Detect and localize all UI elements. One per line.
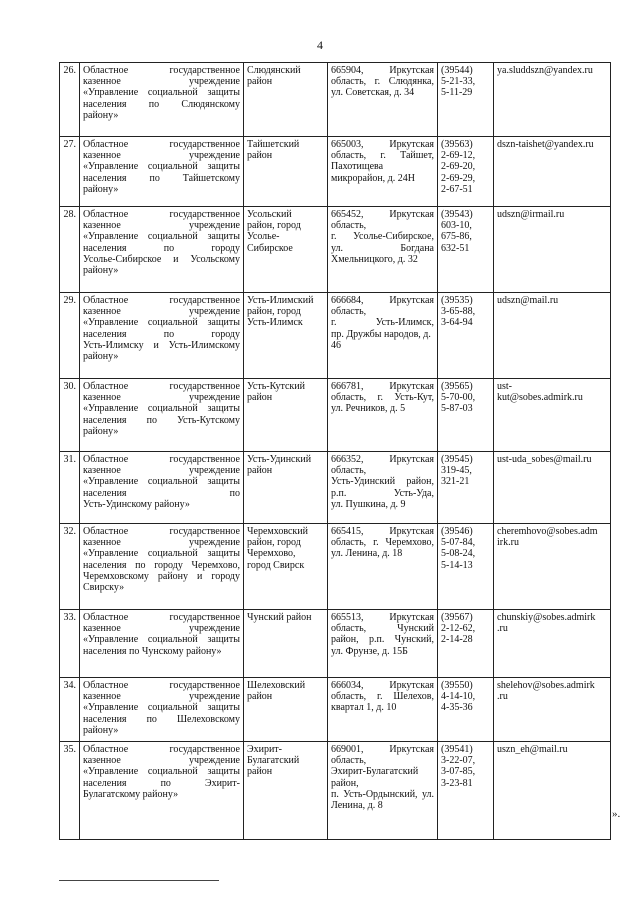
row-number: 32. [60, 524, 80, 610]
address: 665003, Иркутская область, г. Тайшет, Пахотищева микрорайон, д. 24Н [328, 137, 438, 207]
footnote-rule [59, 880, 219, 881]
address: 665904, Иркутская область, г. Слюдянка, ул. Советская, д. 34 [328, 63, 438, 137]
phone: (39544) 5-21-33, 5-11-29 [438, 63, 494, 137]
row-number: 27. [60, 137, 80, 207]
email: dszn-taishet@yandex.ru [494, 137, 611, 207]
row-number: 35. [60, 742, 80, 840]
table-row [60, 452, 611, 524]
table-row [60, 293, 611, 379]
organization-name: Областное государственное казенное учреждение «Управление социальной защиты населения по Эхирит- Булагатскому району» [80, 742, 244, 840]
email: udszn@mail.ru [494, 293, 611, 379]
table-row [60, 610, 611, 678]
table-row [60, 137, 611, 207]
address: 666781, Иркутская область, г. Усть-Кут, ул. Речников, д. 5 [328, 379, 438, 452]
phone: (39545) 319-45, 321-21 [438, 452, 494, 524]
phone: (39541) 3-22-07, 3-07-85, 3-23-81 [438, 742, 494, 840]
district: Шелеховский район [244, 678, 328, 742]
phone: (39543) 603-10, 675-86, 632-51 [438, 207, 494, 293]
address: 665513, Иркутская область, Чунский район, р.п. Чунский, ул. Фрунзе, д. 15Б [328, 610, 438, 678]
organization-name: Областное государственное казенное учреждение «Управление социальной защиты населения по Чунскому району» [80, 610, 244, 678]
email: cheremhovo@sobes.adm irk.ru [494, 524, 611, 610]
phone: (39563) 2-69-12, 2-69-20, 2-69-29, 2-67-51 [438, 137, 494, 207]
row-number: 29. [60, 293, 80, 379]
email: udszn@irmail.ru [494, 207, 611, 293]
district: Черемховский район, город Черемхово, город Свирск [244, 524, 328, 610]
phone: (39535) 3-65-88, 3-64-94 [438, 293, 494, 379]
district: Слюдянский район [244, 63, 328, 137]
closing-quote-mark: ». [612, 808, 621, 820]
organization-name: Областное государственное казенное учреждение «Управление социальной защиты населения по Тайшетскому району» [80, 137, 244, 207]
address: 666352, Иркутская область, Усть-Удинский район, р.п. Усть-Уда, ул. Пушкина, д. 9 [328, 452, 438, 524]
district: Усольский район, город Усолье- Сибирское [244, 207, 328, 293]
row-number: 26. [60, 63, 80, 137]
address: 669001, Иркутская область, Эхирит-Булагатский район, п. Усть-Ордынский, ул. Ленина, д. 8 [328, 742, 438, 840]
email: uszn_eh@mail.ru [494, 742, 611, 840]
row-number: 31. [60, 452, 80, 524]
district: Усть-Кутский район [244, 379, 328, 452]
email: shelehov@sobes.admirk .ru [494, 678, 611, 742]
address: 666034, Иркутская область, г. Шелехов, квартал 1, д. 10 [328, 678, 438, 742]
phone: (39550) 4-14-10, 4-35-36 [438, 678, 494, 742]
institutions-table [59, 62, 611, 840]
phone: (39565) 5-70-00, 5-87-03 [438, 379, 494, 452]
district: Чунский район [244, 610, 328, 678]
phone: (39546) 5-07-84, 5-08-24, 5-14-13 [438, 524, 494, 610]
organization-name: Областное государственное казенное учреждение «Управление социальной защиты населения по Шелеховскому району» [80, 678, 244, 742]
row-number: 28. [60, 207, 80, 293]
table-row [60, 678, 611, 742]
table-row [60, 524, 611, 610]
row-number: 33. [60, 610, 80, 678]
organization-name: Областное государственное казенное учреждение «Управление социальной защиты населения по городу Усть-Илимску и Усть-Илимскому району» [80, 293, 244, 379]
district: Усть-Илимский район, город Усть-Илимск [244, 293, 328, 379]
district: Усть-Удинский район [244, 452, 328, 524]
row-number: 30. [60, 379, 80, 452]
phone: (39567) 2-12-62, 2-14-28 [438, 610, 494, 678]
organization-name: Областное государственное казенное учреждение «Управление социальной защиты населения по Усть-Удинскому району» [80, 452, 244, 524]
address: 665415, Иркутская область, г. Черемхово, ул. Ленина, д. 18 [328, 524, 438, 610]
organization-name: Областное государственное казенное учреждение «Управление социальной защиты населения по городу Черемхово, Черемховскому району и городу Свирску» [80, 524, 244, 610]
address: 666684, Иркутская область, г. Усть-Илимск, пр. Дружбы народов, д. 46 [328, 293, 438, 379]
page-number: 4 [317, 38, 323, 52]
table-row [60, 379, 611, 452]
email: ust- kut@sobes.admirk.ru [494, 379, 611, 452]
district: Тайшетский район [244, 137, 328, 207]
email: ust-uda_sobes@mail.ru [494, 452, 611, 524]
row-number: 34. [60, 678, 80, 742]
email: ya.sluddszn@yandex.ru [494, 63, 611, 137]
organization-name: Областное государственное казенное учреждение «Управление социальной защиты населения по Усть-Кутскому району» [80, 379, 244, 452]
table-row [60, 63, 611, 137]
email: chunskiy@sobes.admirk .ru [494, 610, 611, 678]
table-row [60, 207, 611, 293]
organization-name: Областное государственное казенное учреждение «Управление социальной защиты населения по Слюдянскому району» [80, 63, 244, 137]
district: Эхирит- Булагатский район [244, 742, 328, 840]
table-row [60, 742, 611, 840]
address: 665452, Иркутская область, г. Усолье-Сибирское, ул. Богдана Хмельницкого, д. 32 [328, 207, 438, 293]
organization-name: Областное государственное казенное учреждение «Управление социальной защиты населения по городу Усолье-Сибирское и Усольскому району» [80, 207, 244, 293]
